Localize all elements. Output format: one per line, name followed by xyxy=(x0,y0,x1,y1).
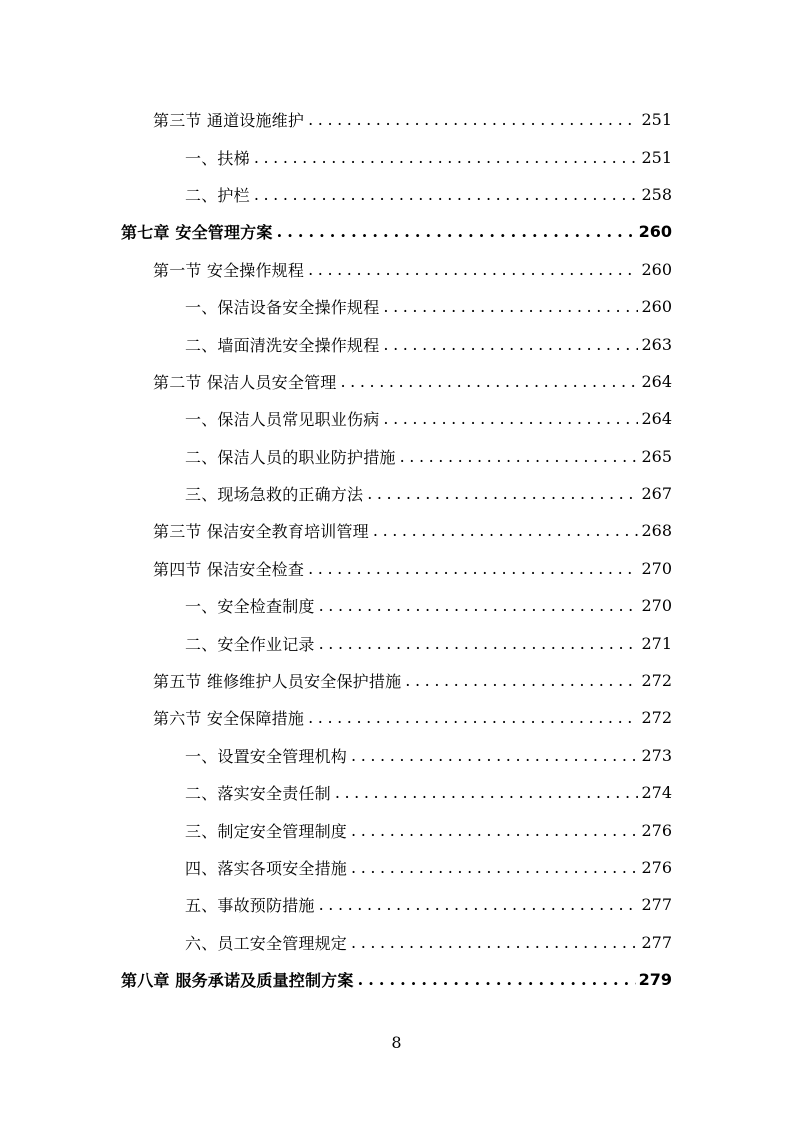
toc-leader-dots xyxy=(319,634,639,653)
toc-entry-title: 四、落实各项安全措施 xyxy=(185,859,348,878)
toc-entry[interactable] xyxy=(0,475,793,512)
toc-entry-title: 二、落实安全责任制 xyxy=(185,784,331,804)
toc-leader-dots xyxy=(358,970,636,989)
toc-entry[interactable] xyxy=(0,138,793,175)
toc-leader-dots xyxy=(405,671,638,690)
toc-entry-title: 六、员工安全管理规定 xyxy=(185,933,348,953)
toc-entry-page: 277 xyxy=(641,895,672,915)
toc-leader-dots xyxy=(351,933,638,952)
toc-entry-page: 263 xyxy=(641,334,672,354)
toc-entry[interactable] xyxy=(0,886,793,923)
toc-leader-dots xyxy=(319,596,639,615)
toc-leader-dots xyxy=(383,409,638,428)
toc-entry-title: 第三节 通道设施维护 xyxy=(153,111,305,131)
toc-entry-title: 三、制定安全管理制度 xyxy=(185,821,348,841)
toc-entry[interactable] xyxy=(0,400,793,437)
toc-leader-dots xyxy=(383,297,638,316)
toc-entry-title: 五、事故预防措施 xyxy=(185,896,315,916)
toc-leader-dots xyxy=(341,372,639,391)
toc-entry-page: 268 xyxy=(641,521,672,541)
toc-entry-title: 二、安全作业记录 xyxy=(185,634,315,654)
toc-entry-page: 264 xyxy=(641,371,672,391)
toc-entry-page: 258 xyxy=(641,184,672,204)
toc-entry[interactable] xyxy=(0,512,793,549)
toc-entry-page: 272 xyxy=(641,671,672,691)
toc-entry-page: 279 xyxy=(638,970,672,990)
toc-entry-page: 276 xyxy=(641,820,672,840)
toc-entry-page: 251 xyxy=(641,110,672,130)
table-of-contents xyxy=(0,101,793,998)
toc-entry-page: 251 xyxy=(641,147,672,167)
toc-entry-page: 272 xyxy=(641,708,672,728)
toc-entry-title: 二、保洁人员的职业防护措施 xyxy=(185,447,396,467)
toc-entry-page: 276 xyxy=(641,858,672,877)
toc-entry-title: 第二节 保洁人员安全管理 xyxy=(153,372,337,392)
toc-entry-title: 一、扶梯 xyxy=(185,148,250,168)
toc-entry-page: 270 xyxy=(641,558,672,578)
toc-entry-title: 第五节 维修维护人员安全保护措施 xyxy=(153,672,402,692)
toc-entry[interactable] xyxy=(0,550,793,587)
toc-entry-page: 260 xyxy=(638,222,672,242)
toc-leader-dots xyxy=(277,222,636,241)
toc-leader-dots xyxy=(308,260,638,279)
toc-leader-dots xyxy=(335,783,639,802)
toc-entry-page: 271 xyxy=(641,633,672,653)
toc-entry-title: 三、现场急救的正确方法 xyxy=(185,485,364,505)
toc-entry-title: 第七章 安全管理方案 xyxy=(121,223,273,243)
toc-entry-title: 第八章 服务承诺及质量控制方案 xyxy=(121,971,354,991)
toc-leader-dots xyxy=(254,185,639,204)
toc-entry[interactable] xyxy=(0,325,793,362)
toc-entry[interactable] xyxy=(0,176,793,213)
toc-entry-title: 第六节 安全保障措施 xyxy=(153,709,305,729)
toc-entry[interactable] xyxy=(0,924,793,961)
toc-leader-dots xyxy=(308,110,638,129)
toc-entry[interactable] xyxy=(0,288,793,325)
toc-leader-dots xyxy=(367,484,638,503)
toc-leader-dots xyxy=(351,821,638,840)
toc-entry[interactable] xyxy=(0,662,793,699)
toc-entry[interactable] xyxy=(0,961,793,998)
toc-entry[interactable] xyxy=(0,849,793,886)
toc-entry[interactable] xyxy=(0,363,793,400)
toc-entry-page: 273 xyxy=(641,745,672,765)
toc-leader-dots xyxy=(351,858,638,877)
toc-entry-page: 260 xyxy=(641,297,672,317)
toc-entry-page: 265 xyxy=(641,446,672,466)
toc-entry[interactable] xyxy=(0,774,793,811)
toc-entry-title: 第四节 保洁安全检查 xyxy=(153,559,305,579)
toc-entry-page: 267 xyxy=(641,484,672,504)
page-number: 8 xyxy=(391,1033,402,1052)
toc-entry[interactable] xyxy=(0,811,793,848)
toc-entry[interactable] xyxy=(0,251,793,288)
toc-entry[interactable] xyxy=(0,699,793,736)
toc-entry-title: 第三节 保洁安全教育培训管理 xyxy=(153,522,369,542)
toc-entry-title: 第一节 安全操作规程 xyxy=(153,260,305,280)
toc-entry[interactable] xyxy=(0,587,793,624)
toc-leader-dots xyxy=(308,708,638,727)
toc-leader-dots xyxy=(383,335,638,354)
toc-leader-dots xyxy=(308,559,638,578)
toc-entry-page: 274 xyxy=(641,783,672,803)
toc-entry-title: 一、设置安全管理机构 xyxy=(185,746,348,766)
toc-leader-dots xyxy=(351,746,638,765)
toc-entry[interactable] xyxy=(0,213,793,250)
toc-entry-title: 一、安全检查制度 xyxy=(185,597,315,617)
toc-entry[interactable] xyxy=(0,624,793,661)
toc-entry-title: 一、保洁人员常见职业伤病 xyxy=(185,410,380,430)
toc-entry[interactable] xyxy=(0,438,793,475)
toc-entry-title: 一、保洁设备安全操作规程 xyxy=(185,298,380,318)
toc-entry[interactable] xyxy=(0,101,793,138)
toc-entry-title: 二、护栏 xyxy=(185,185,250,205)
toc-entry-page: 264 xyxy=(641,409,672,429)
toc-entry-title: 二、墙面清洗安全操作规程 xyxy=(185,335,380,355)
toc-leader-dots xyxy=(373,521,639,540)
toc-entry-page: 277 xyxy=(641,932,672,952)
toc-leader-dots xyxy=(400,447,639,466)
toc-entry[interactable] xyxy=(0,737,793,774)
toc-entry-page: 270 xyxy=(641,596,672,616)
toc-leader-dots xyxy=(254,148,639,167)
toc-entry-page: 260 xyxy=(641,259,672,279)
toc-leader-dots xyxy=(319,895,639,914)
